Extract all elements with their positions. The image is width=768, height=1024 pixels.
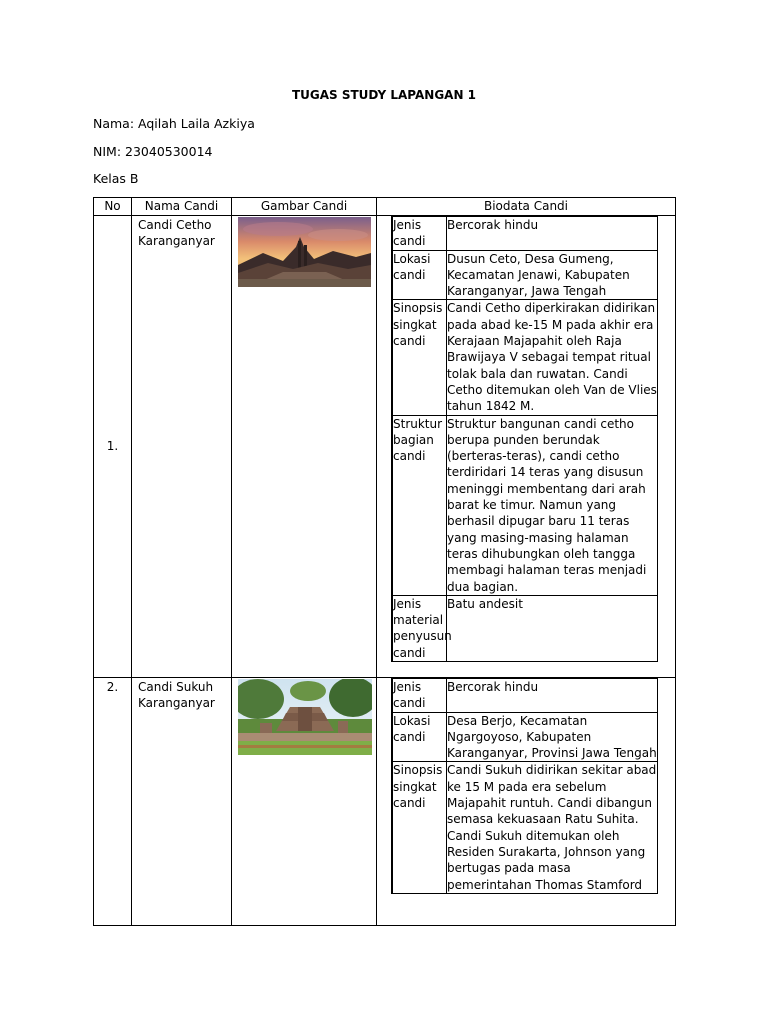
biodata-value: Candi Cetho diperkirakan didirikan pada abad ke-15 M pada akhir era Kerajaan Majapahit oleh Raja Brawijaya V sebagai tempat ritual tolak bala dan ruwatan. Candi Cetho ditemukan oleh Van de Vlies tahun 1842 M. — [447, 301, 657, 414]
biodata-label: Lokasi candi — [393, 712, 447, 762]
student-name: Nama: Aqilah Laila Azkiya — [93, 116, 255, 131]
candi-cetho-image — [238, 217, 371, 287]
header-no: No — [94, 198, 132, 216]
biodata-value: Dusun Ceto, Desa Gumeng, Kecamatan Jenawi, Kabupaten Karanganyar, Jawa Tengah — [447, 250, 658, 300]
biodata-row — [393, 712, 658, 762]
table-row — [94, 216, 676, 678]
header-nama-candi: Nama Candi — [132, 198, 232, 216]
temple-image-cell — [232, 216, 377, 678]
biodata-row — [393, 415, 658, 595]
biodata-cell — [377, 216, 676, 678]
biodata-row — [393, 217, 658, 251]
temple-image-cell — [232, 678, 377, 926]
biodata-table — [392, 216, 658, 662]
candi-sukuh-image — [238, 679, 372, 755]
temple-name: Candi Sukuh Karanganyar — [132, 678, 232, 926]
temple-table — [93, 197, 676, 926]
row-number: 1. — [94, 216, 132, 678]
biodata-label: Struktur bagian candi — [393, 415, 447, 595]
biodata-row — [393, 679, 658, 713]
biodata-value: Struktur bangunan candi cetho berupa punden berundak (berteras-teras), candi cetho terdiridari 14 teras yang disusun meninggi membentang dari arah barat ke timur. Namun yang berhasil dipugar baru 11 teras yang masing-masing halaman teras dihubungkan oleh tangga membagi halaman teras menjadi dua bagian. — [447, 415, 658, 595]
biodata-cell — [377, 678, 676, 926]
biodata-value: Candi Sukuh didirikan sekitar abad ke 15 M pada era sebelum Majapahit runtuh. Candi dibangun semasa kekuasaan Ratu Suhita. Candi Sukuh ditemukan oleh Residen Surakarta, Johnson yang bertugas pada masa pemerintahan Thomas Stamford — [447, 763, 657, 892]
biodata-row — [393, 595, 658, 661]
biodata-label: Lokasi candi — [393, 250, 447, 300]
biodata-label: Sinopsis singkat candi — [393, 762, 447, 893]
biodata-value: Batu andesit — [447, 595, 658, 661]
temple-name: Candi Cetho Karanganyar — [132, 216, 232, 678]
student-nim: NIM: 23040530014 — [93, 144, 213, 159]
biodata-label: Jenis candi — [393, 679, 447, 713]
biodata-label: Jenis candi — [393, 217, 447, 251]
biodata-value: Bercorak hindu — [447, 217, 658, 251]
biodata-value: Desa Berjo, Kecamatan Ngargoyoso, Kabupaten Karanganyar, Provinsi Jawa Tengah — [447, 713, 657, 761]
header-gambar-candi: Gambar Candi — [232, 198, 377, 216]
document-title: TUGAS STUDY LAPANGAN 1 — [291, 88, 477, 102]
biodata-row — [393, 300, 658, 415]
row-number: 2. — [94, 678, 132, 926]
biodata-label: Sinopsis singkat candi — [393, 300, 447, 415]
table-header-row — [94, 198, 676, 216]
biodata-row — [393, 762, 658, 893]
biodata-value: Bercorak hindu — [447, 679, 658, 713]
student-class: Kelas B — [93, 171, 139, 186]
biodata-table — [392, 678, 658, 894]
biodata-row — [393, 250, 658, 300]
biodata-label: Jenis material penyusun candi — [393, 596, 452, 660]
header-biodata-candi: Biodata Candi — [377, 198, 676, 216]
table-row — [94, 678, 676, 926]
